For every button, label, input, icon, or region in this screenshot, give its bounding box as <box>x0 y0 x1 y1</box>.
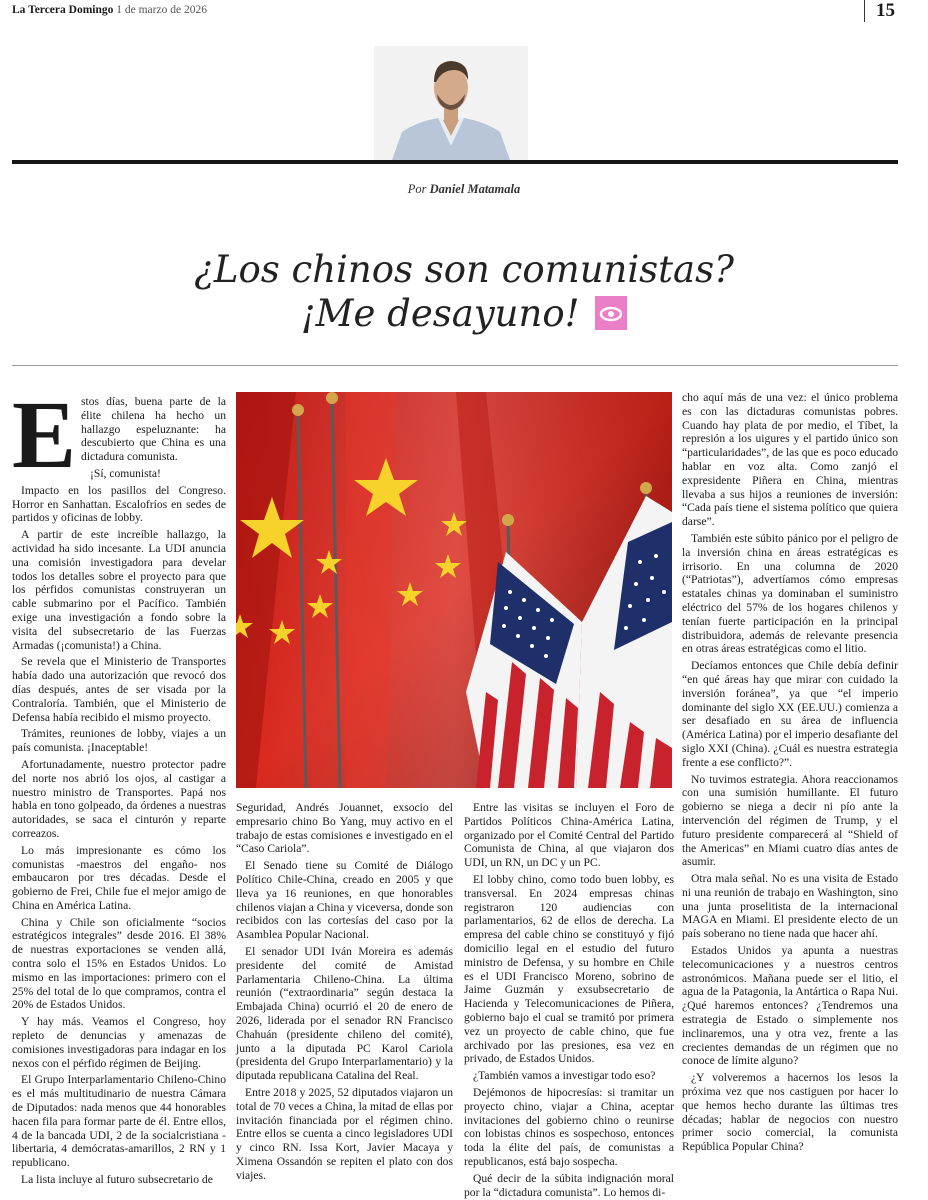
header-rule <box>12 160 898 164</box>
byline <box>0 182 928 197</box>
author-portrait <box>374 46 528 160</box>
paragraph: También este súbito pánico por el peligro de la inversión china en áreas estratégicas es irrisorio. En una columna de 2020 (“Patriotas”), advertíamos cómo empresas estatales chinas ya dominaban el suministro eléctrico del 57% de los hogares chilenos y tenían fuerte participación en la principal distribuidora, además de relevante presencia en otras áreas estratégicas como el litio. <box>682 531 898 656</box>
paragraph: cho aquí más de una vez: el único problema es con las dictaduras comunistas pobres. Cuando hay plata de por medio, el Tíbet, la represión a los uigures y el partido único son “particularidades”, de las que es poco educado hablar en voz alta. Como zanjó el expresidente Piñera en China, mientras llevaba a sus hijos a reuniones de inversión: “Cada país tiene el sistema político que quiera darse”. <box>682 391 898 529</box>
paragraph: Estados Unidos ya apunta a nuestras telecomunicaciones y a nuestros centros astronómicos. Mañana puede ser el litio, el agua de la Patagonia, la Antártica o Rapa Nui. ¿Qué haremos entonces? ¿Tendremos una estrategia de Estado o simplemente nos inclinaremos, una y otra vez, frente a las crecientes demandas de un régimen que no conoce de límite alguno? <box>682 944 898 1068</box>
masthead-divider <box>864 0 865 22</box>
page-number: 15 <box>876 0 895 21</box>
paragraph: Seguridad, Andrés Jouannet, exsocio del empresario chino Bo Yang, muy activo en el trabajo de estas comisiones e investigado en el “Caso Cariola”. <box>236 801 453 856</box>
paragraph: El lobby chino, como todo buen lobby, es transversal. En 2024 empresas chinas registraron 120 audiencias con parlamentarios, 62 de ellos de derecha. La empresa del cable chino se constituyó y fijó domicilio legal en el estudio del futuro ministro de Defensa, y su hombre en Chile es el UDI Francisco Moreno, sobrino de Jaime Guzmán y exsubsecretario de Hacienda y Telecomunicaciones de Piñera, gobierno bajo el cual se tramitó por primera vez un proyecto de cable chino, que fue archivado por las presiones, esa vez en privado, de Estados Unidos. <box>464 872 674 1066</box>
article-column-3 <box>464 801 674 1200</box>
author-name: Daniel Matamala <box>429 182 521 196</box>
paragraph: ¡Sí, comunista! <box>90 466 161 480</box>
paragraph: Se revela que el Ministerio de Transportes había dado una autorización que revocó dos días después, antes de ser visada por la Contraloría. También, que el Ministerio de Defensa había recibido el mismo proyecto. <box>12 655 226 724</box>
paragraph: El Grupo Interparlamentario Chileno-Chino es el más multitudinario de nuestra Cámara de Diputados: nada menos que 44 honorables hacen fila para formar parte de él. Entre ellos, 4 de la bancada UDI, 2 de la socialcristiana -libertaria, 4 demócratas-amarillos, 2 RN y 1 republicano. <box>12 1073 226 1170</box>
paragraph: Y hay más. Veamos el Congreso, hoy repleto de denuncias y amenazas de comisiones investigadoras para indagar en los nexos con el pérfido régimen de Beijing. <box>12 1015 226 1070</box>
issue-date: 1 de marzo de 2026 <box>116 4 207 16</box>
headline-rule <box>12 365 898 366</box>
paragraph: Qué decir de la súbita indignación moral por la “dictadura comunista”. Lo hemos di- <box>464 1171 674 1199</box>
article-headline <box>100 248 828 336</box>
paragraph: Lo más impresionante es cómo los comunistas -maestros del engaño- nos embaucaron por tres décadas. Desde el gobierno de Frei, Chile fue el mejor amigo de China en América Latina. <box>12 843 226 912</box>
paragraph: ¿Y volveremos a hacernos los lesos la próxima vez que nos castiguen por hacer lo que hemos hecho durante las últimas tres décadas; hablar de negocios con nuestro primer socio comercial, la comunista República Popular China? <box>682 1071 898 1154</box>
paragraph: ¿También vamos a investigar todo eso? <box>473 1069 656 1083</box>
paragraph: Entre 2018 y 2025, 52 diputados viajaron un total de 70 veces a China, la mitad de ellas por invitación financiada por el régimen chino. Entre ellos se cuenta a cinco legisladores UDI y cinco RN. Issa Kort, Javier Macaya y Ximena Ossandón se repiten el plato con dos viajes. <box>236 1085 453 1182</box>
eye-icon <box>595 296 627 328</box>
article-column-1 <box>12 381 226 1190</box>
paragraph: Afortunadamente, nuestro protector padre del norte nos abrió los ojos, al castigar a nuestro ministro de Transportes. Papá nos habla en tono golpeado, da órdenes a nuestras autoridades, se saca el cinturón y reparte correazos. <box>12 757 226 840</box>
paragraph: El Senado tiene su Comité de Diálogo Político Chile-China, creado en 2005 y que lleva ya 16 reuniones, en que honorables chilenos viajan a China y viceversa, donde son recibidos con las cortesías del caso por la Asamblea Popular Nacional. <box>236 859 453 942</box>
paragraph: Otra mala señal. No es una visita de Estado ni una reunión de trabajo en Washington, sino una junta proselitista de la internacional MAGA en Miami. El presidente electo de un país soberano no tiene nada que hacer ahí. <box>682 872 898 941</box>
paragraph: Impacto en los pasillos del Congreso. Horror en Sanhattan. Escalofríos en sedes de partidos y oficinas de lobby. <box>12 483 226 525</box>
headline-line1: ¿Los chinos son comunistas? <box>194 248 734 291</box>
headline-line2: ¡Me desayuno! <box>300 292 580 335</box>
paragraph: stos días, buena parte de la élite chilena ha hecho un hallazgo espeluznante: ha descubierto que China es una dictadura comunista. <box>81 395 226 464</box>
flags-photo <box>236 392 672 788</box>
paragraph: Trámites, reuniones de lobby, viajes a un país comunista. ¡Inaceptable! <box>12 727 226 755</box>
paragraph: A partir de este increíble hallazgo, la actividad ha sido incesante. La UDI anuncia una comisión investigadora para develar todos los detalles sobre el proyecto para que los pérfidos comunistas construyeran un cable submarino por el Pacífico. También exige una investigación a fondo sobre la visita del subsecretario de las Fuerzas Armadas (¡comunista!) a China. <box>12 528 226 652</box>
article-column-2 <box>236 801 453 1186</box>
dropcap: E <box>12 381 77 488</box>
paragraph: La lista incluye al futuro subsecretario de <box>21 1173 213 1187</box>
byline-prefix: Por <box>407 182 427 196</box>
publication-name: La Tercera Domingo <box>12 4 114 16</box>
article-column-4 <box>682 391 898 1157</box>
paragraph: Dejémonos de hipocresías: si tramitar un proyecto chino, viajar a China, aceptar invitaciones del gobierno chino o reunirse con lobistas chinos es sospechoso, entonces toda la élite del país, de comunistas a republicanos, está bajo sospecha. <box>464 1085 674 1168</box>
paragraph: Entre las visitas se incluyen el Foro de Partidos Políticos China-América Latina, organizado por el Comité Central del Partido Comunista de China, al que viajaron dos UDI, un RN, un DC y un PC. <box>464 801 674 870</box>
paragraph: China y Chile son oficialmente “socios estratégicos integrales” desde 2016. El 38% de nuestras exportaciones se venden allá, contra solo el 15% en Estados Unidos. Lo mismo en las importaciones: primero con el 25% del total de lo que compramos, contra el 20% de Estados Unidos. <box>12 915 226 1012</box>
paragraph: Decíamos entonces que Chile debía definir “en qué áreas hay que mirar con cuidado la inversión foránea”, ya que “el imperio dominante del siglo XX (EE.UU.) comienza a ser desafiado en su área de influencia (América Latina) por el imperio desafiante del siglo XXI (China). ¿Cuál es nuestra estrategia frente a ese conflicto?”. <box>682 659 898 769</box>
masthead <box>12 4 207 16</box>
paragraph: El senador UDI Iván Moreira es además presidente del comité de Amistad Parlamentaria Chileno-China. La última reunión (“extraordinaria” según destaca la Embajada China) ocurrió el 20 de enero de 2026, liderada por el senador RN Francisco Chahuán (presidente chileno del comité), junto a la diputada PC Karol Cariola (presidenta del Grupo Interparlamentario) y la diputada republicana Catalina del Real. <box>236 944 453 1083</box>
paragraph: No tuvimos estrategia. Ahora reaccionamos con una sumisión humillante. El futuro gobierno se niega a decir ni pío ante la intervención del régimen de Trump, y el futuro presidente comparecerá al “Shield of the Americas” en Miami cuatro días antes de asumir. <box>682 772 898 869</box>
